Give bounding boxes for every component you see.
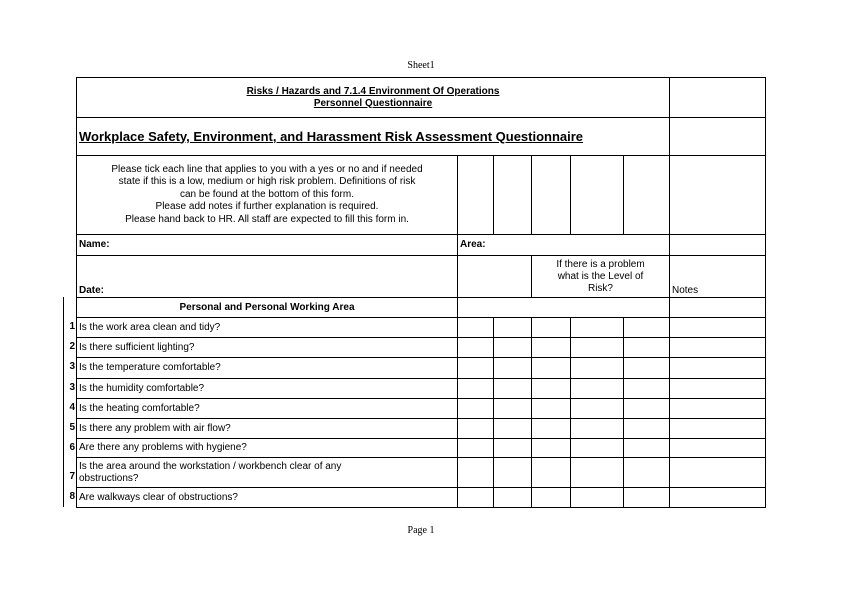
cell[interactable] [458,338,494,358]
question-text: Are there any problems with hygiene? [77,439,458,458]
cell[interactable] [571,488,624,508]
cell[interactable] [624,156,670,235]
question-text: Is the work area clean and tidy? [77,318,458,338]
cell[interactable] [494,399,532,419]
question-text: Is the heating comfortable? [77,399,458,419]
cell[interactable] [532,156,571,235]
notes-cell[interactable] [670,419,766,439]
instructions: Please tick each line that applies to you with a yes or no and if needed state if this is a low, medium or high risk problem. Definitions of risk can be found at the bottom of this form. Please add notes if further explanation is required. Please hand back to HR. All staff are expected to fill this form in. [77,156,458,235]
notes-cell[interactable] [670,439,766,458]
cell[interactable] [532,338,571,358]
table-row [77,318,766,338]
table-row [77,488,766,508]
row-number: 2 [69,341,75,352]
table-row [77,358,766,379]
sheet-label: Sheet1 [407,60,435,71]
cell[interactable] [532,439,571,458]
cell[interactable] [624,338,670,358]
cell[interactable] [624,399,670,419]
row-number: 3 [69,361,75,372]
cell[interactable] [494,488,532,508]
cell[interactable] [494,338,532,358]
table-row [77,439,766,458]
cell[interactable] [571,399,624,419]
cell[interactable] [624,458,670,488]
cell[interactable] [532,458,571,488]
cell[interactable] [532,358,571,379]
notes-cell[interactable] [670,338,766,358]
cell[interactable] [532,399,571,419]
questionnaire-table [76,77,766,508]
date-field[interactable]: Date: [77,256,458,298]
table-row [77,338,766,358]
notes-cell[interactable] [670,458,766,488]
cell[interactable] [670,118,766,156]
cell[interactable] [670,235,766,256]
notes-cell[interactable] [670,318,766,338]
cell[interactable] [571,156,624,235]
cell[interactable] [624,379,670,399]
cell[interactable] [571,358,624,379]
cell[interactable] [458,318,494,338]
table-row [77,379,766,399]
cell[interactable] [624,358,670,379]
cell[interactable] [624,318,670,338]
row-number: 8 [69,491,75,502]
form-title: Risks / Hazards and 7.1.4 Environment Of Operations Personnel Questionnaire [77,78,670,118]
cell[interactable] [458,419,494,439]
name-field[interactable]: Name: [77,235,458,256]
cell[interactable] [458,488,494,508]
cell[interactable] [532,488,571,508]
row-number: 5 [69,422,75,433]
row-number: 4 [69,402,75,413]
row-number: 7 [69,471,75,482]
cell[interactable] [624,419,670,439]
cell[interactable] [532,318,571,338]
notes-cell[interactable] [670,358,766,379]
cell[interactable] [532,379,571,399]
table-row [77,458,766,488]
cell[interactable] [458,399,494,419]
page-label: Page 1 [407,525,435,536]
cell[interactable] [494,458,532,488]
cell[interactable] [458,156,494,235]
notes-cell[interactable] [670,488,766,508]
cell[interactable] [670,156,766,235]
cell[interactable] [494,318,532,338]
cell[interactable] [458,256,532,298]
notes-cell[interactable] [670,379,766,399]
question-text: Are walkways clear of obstructions? [77,488,458,508]
cell[interactable] [571,338,624,358]
cell[interactable] [494,419,532,439]
cell[interactable] [571,458,624,488]
cell[interactable] [458,379,494,399]
cell[interactable] [494,156,532,235]
cell[interactable] [571,419,624,439]
question-text: Is there sufficient lighting? [77,338,458,358]
table-row [77,399,766,419]
cell[interactable] [624,439,670,458]
cell[interactable] [458,458,494,488]
risk-level-header: If there is a problem what is the Level of Risk? [532,256,670,298]
cell[interactable] [670,78,766,118]
question-text: Is the humidity comfortable? [77,379,458,399]
cell[interactable] [571,318,624,338]
cell[interactable] [532,419,571,439]
cell[interactable] [571,379,624,399]
cell[interactable] [458,439,494,458]
row-number: 3 [69,382,75,393]
area-field[interactable]: Area: [458,235,670,256]
cell[interactable] [494,379,532,399]
cell[interactable] [458,358,494,379]
section-title: Personal and Personal Working Area [77,298,458,318]
cell[interactable] [494,358,532,379]
cell [458,298,670,318]
question-text: Is the area around the workstation / workbench clear of any obstructions? [77,458,458,488]
notes-cell[interactable] [670,399,766,419]
notes-header: Notes [670,256,766,298]
cell[interactable] [494,439,532,458]
form-subtitle: Workplace Safety, Environment, and Harassment Risk Assessment Questionnaire [77,118,670,156]
row-number: 1 [69,321,75,332]
cell[interactable] [571,439,624,458]
table-row [77,419,766,439]
question-text: Is the temperature comfortable? [77,358,458,379]
question-text: Is there any problem with air flow? [77,419,458,439]
cell[interactable] [624,488,670,508]
cell [670,298,766,318]
row-number: 6 [69,442,75,453]
